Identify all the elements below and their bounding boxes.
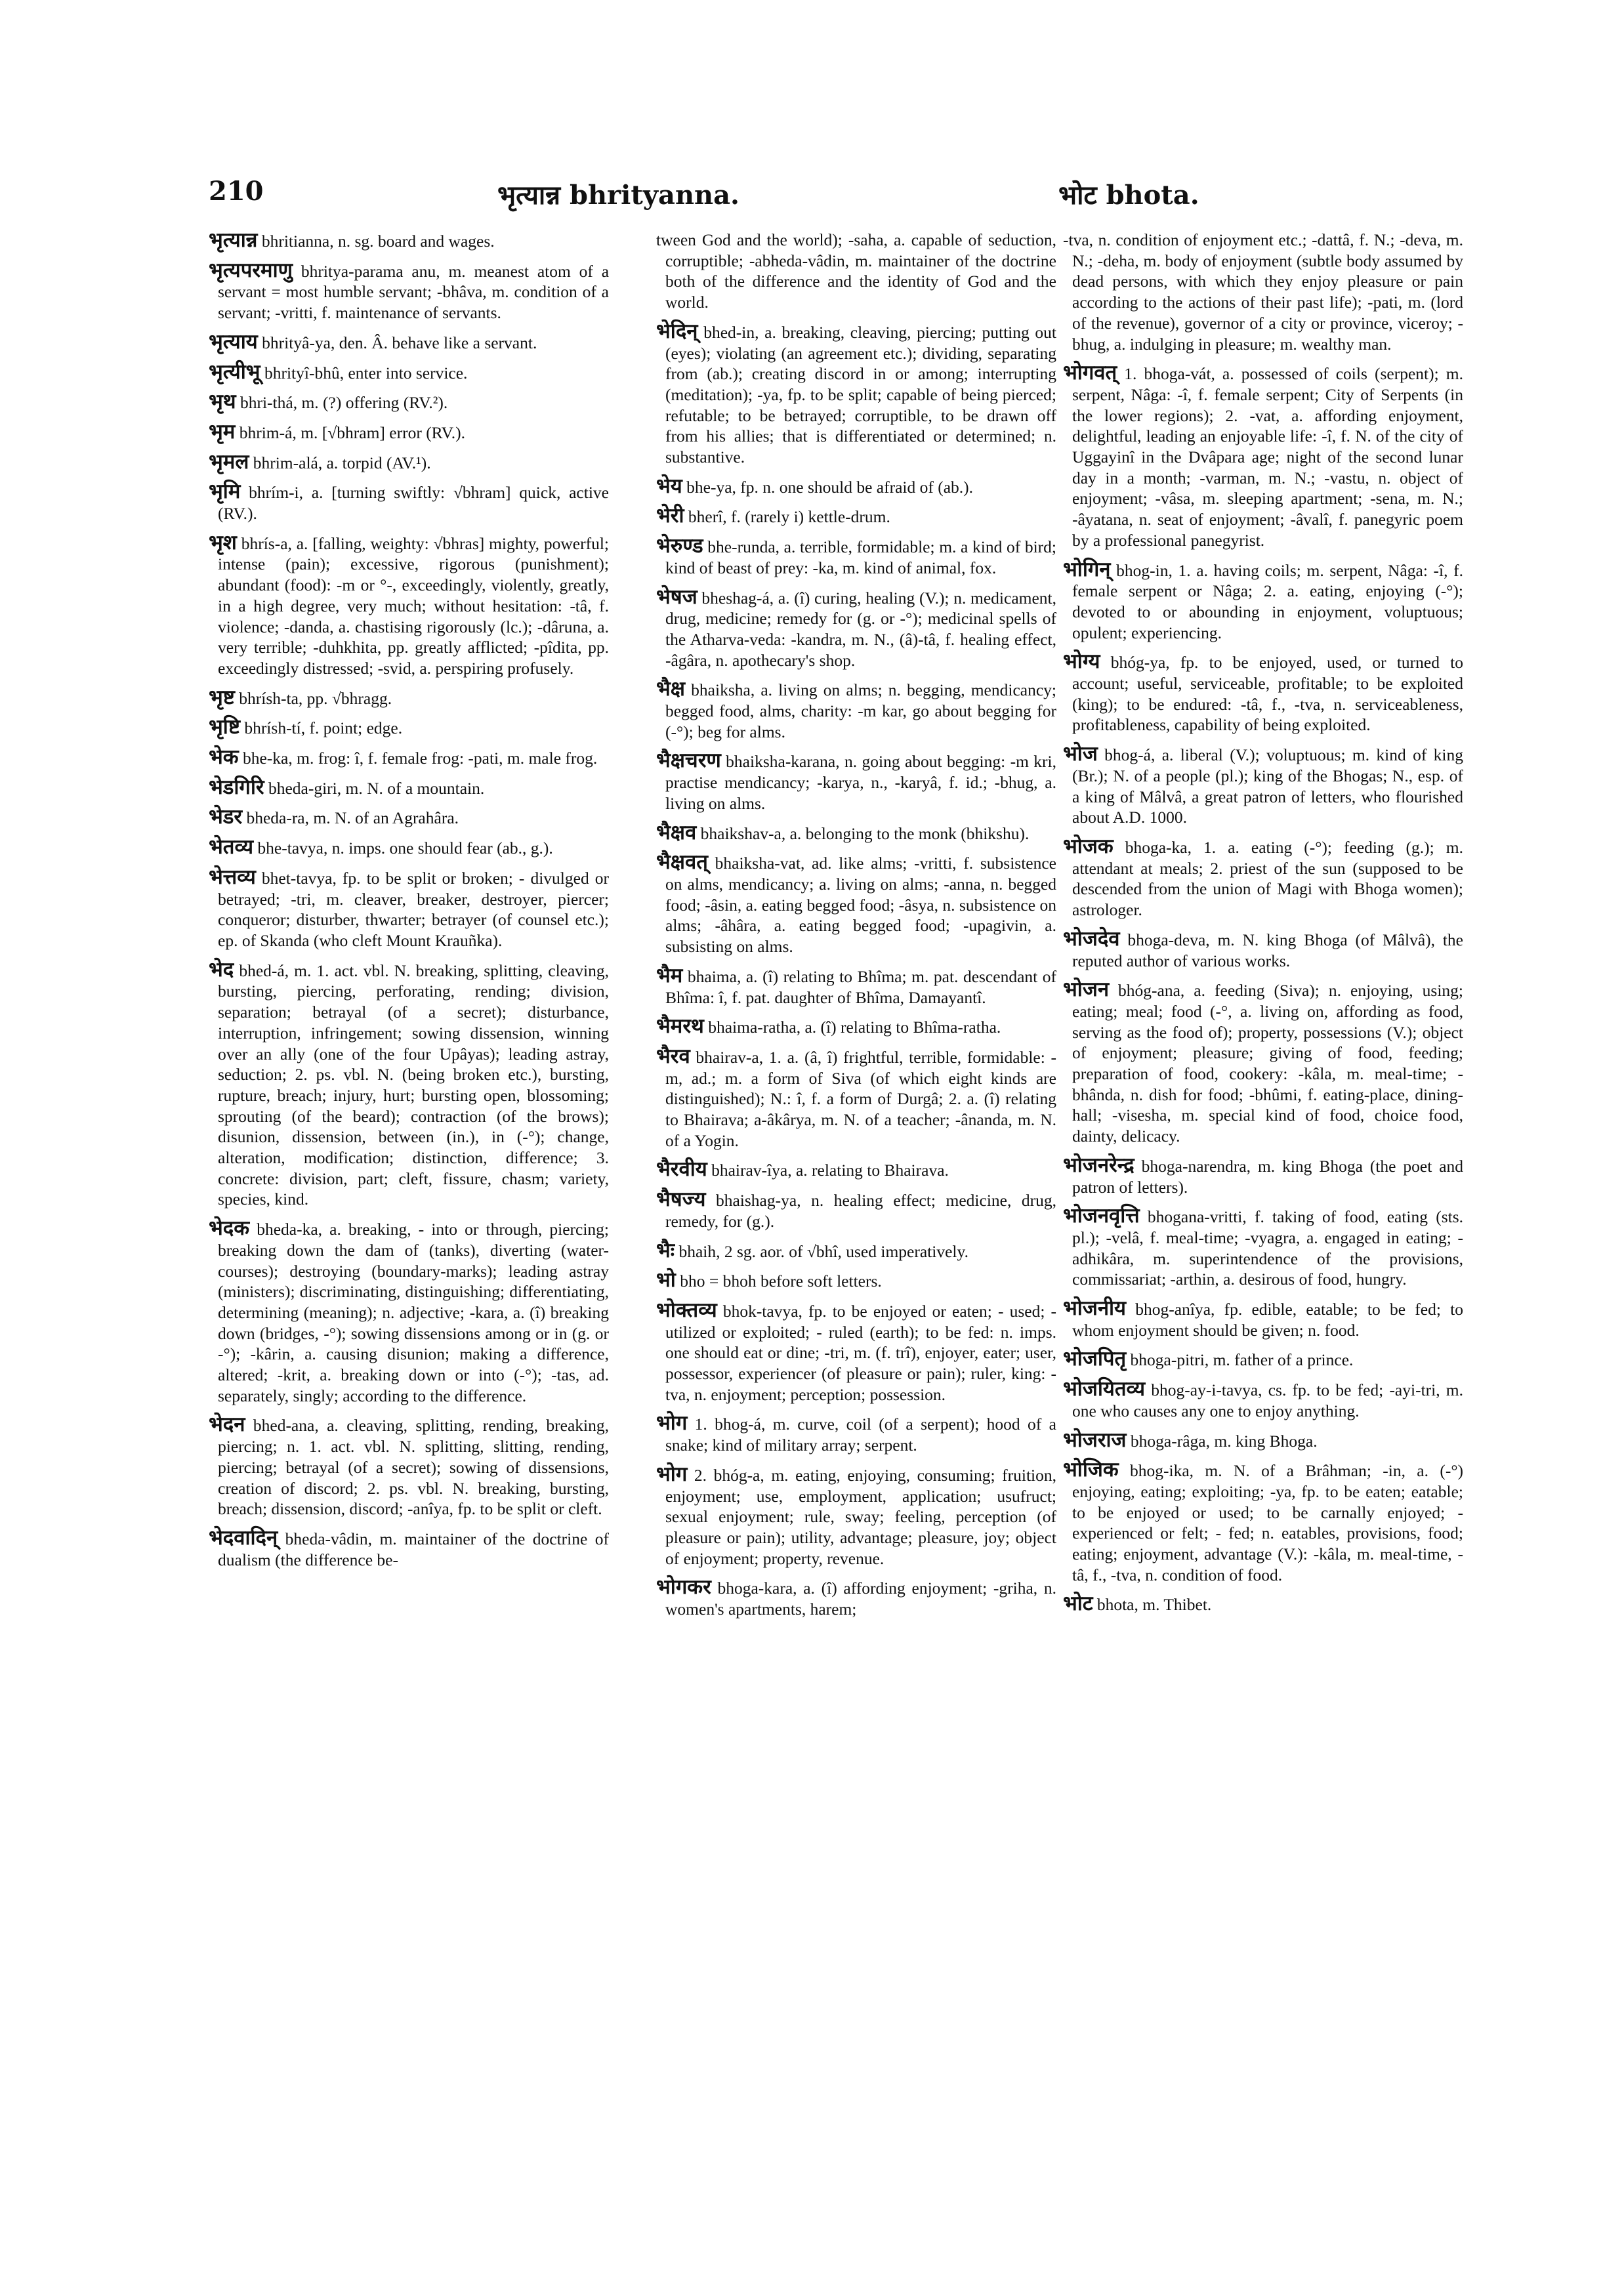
headword: भैक्षवत् [656,850,708,874]
definition: bhaima, a. (î) relating to Bhîma; m. pat. descendant of Bhîma: î, f. pat. daughter of Bhîma, Damayantî. [665,966,1056,1007]
headword: भोजपितृ [1063,1347,1127,1371]
dictionary-entry [1063,836,1463,920]
dictionary-entry [656,822,1056,844]
definition: bheda-vâdin, m. maintainer of the doctrine of dualism (the difference be- [218,1529,609,1569]
dictionary-entry [209,837,609,859]
dictionary-entry [656,1046,1056,1151]
headword: भेक [209,745,239,769]
definition: bhed-á, m. 1. act. vbl. N. breaking, splitting, cleaving, bursting, piercing, perforating, rending; division, separation; betrayal (of a secret); disturbance, interruption, infringement; sowing dissension, winning over an ally (one of the four Upâyas); leading astray, seduction; 2. ps. vbl. N. (being broken etc.), bursting, rupture, breach; injury, hurt; bursting open, blossoming; sprouting (of the beard); contraction (of the brows); disunion, dissension, between (in.), in (-°); change, alteration, modification; distinction, difference; 3. concrete: division, part; cleft, fissure, chasm; variety, species, kind. [218,961,609,1209]
dictionary-entry [656,1577,1056,1619]
definition: bhaiksha, a. living on alms; n. begging, mendicancy; begged food, alms, charity: -m kar, go about begging for (-°); beg for alms. [665,680,1056,741]
definition: bhota, m. Thibet. [1096,1595,1212,1615]
headword: भेदिन् [656,319,698,342]
dictionary-entry [209,230,609,252]
definition: bhóg-ana, a. feeding (Siva); n. enjoying, using; eating; meal; food (-°, a. living on, affording as food, serving as the food of); property, possessions (V.); object of enjoyment; pleasure; giving of food, feeding; preparation of food, cookery: -kâla, m. meal-time; -bhânda, n. dish for food; -bhûmi, f. eating-place, dining-hall; -visesha, m. special kind of food, choice food, dainty, delicacy. [1072,981,1463,1146]
dictionary-entry [1063,362,1463,550]
headword: भोजदेव [1063,926,1120,950]
dictionary-entry [209,959,609,1210]
dictionary-entry [656,535,1056,578]
dictionary-entry [1063,1155,1463,1197]
headword: भोग्य [1063,650,1100,673]
dictionary-entry [656,476,1056,498]
definition: bhrís-a, a. [falling, weighty: √bhras] mighty, powerful; intense (pain); excessive, rigorous (punishment); abundant (food): -m or °-, exceedingly, violently, greatly, in a high degree, very much; without hesitation: -tâ, f. violence; -danda, a. chastising rigorously (lc.); -dâruna, a. very terrible; -duhkhita, pp. greatly afflicted; -pîdita, pp. exceedingly distressed; -svid, a. perspiring profusely. [218,533,609,678]
definition: bhaiksha-vat, ad. like alms; -vritti, f. subsistence on alms, mendicancy; a. living on alms; -anna, n. begged food; -âsin, a. eating begged food; -âsya, n. subsistence on alms; -âhâra, a. eating begged food; -upagivin, a. subsisting on alms. [665,854,1056,957]
definition: bho = bhoh before soft letters. [680,1272,882,1291]
dictionary-entry [656,852,1056,957]
headword: भृष्टि [209,715,240,739]
definition: bhet-tavya, fp. to be split or broken; - divulged or betrayed; -tri, m. cleaver, breaker, destroyer, piercer; conqueror; disturber, thwarter; betrayer (of counsel etc.); ep. of Skanda (who cleft Mount Krauñka). [218,868,609,950]
left-guide-word: भृत्यान्न bhrityanna. [497,180,739,211]
definition: bhrísh-tí, f. point; edge. [244,718,403,738]
definition: bhoga-deva, m. N. king Bhoga (of Mâlvâ), the reputed author of various works. [1072,930,1463,970]
definition: -tva, n. condition of enjoyment etc.; -dattâ, f. N.; -deva, m. N.; -deha, m. body of enjoyment (subtle body assumed by dead persons, with which they enjoy pleasure or pain according to the actions of their past life); -pati, m. (lord of the revenue), governor of a city or province, viceroy; -bhug, a. indulging in pleasure; m. wealthy man. [1063,230,1463,354]
dictionary-entry [656,1159,1056,1181]
dictionary-entry [656,965,1056,1008]
headword: भेदन [209,1413,245,1436]
definition: bhrim-á, m. [√bhram] error (RV.). [239,423,466,442]
definition: bherî, f. (rarely i) kettle-drum. [688,507,890,527]
headword: भृष्ट [209,685,235,709]
headword: भेडगिरि [209,775,264,798]
definition: bheda-ra, m. N. of an Agrahâra. [246,808,459,828]
definition: bheda-giri, m. N. of a mountain. [268,778,485,798]
dictionary-entry [209,747,609,769]
dictionary-entry [209,716,609,739]
dictionary-entry [209,806,609,829]
dictionary-entry [1063,1298,1463,1340]
definition: bhoga-narendra, m. king Bhoga (the poet and patron of letters). [1072,1156,1463,1197]
dictionary-entry [1063,1459,1463,1585]
definition: bhaikshav-a, a. belonging to the monk (bhikshu). [700,823,1030,843]
dictionary-entry [1063,928,1463,971]
headword: भृश [209,530,237,554]
definition: 1. bhoga-vát, a. possessed of coils (serpent); m. serpent, Nâga: -î, f. female serpent; City of Serpents (in the lower regions); 2. -vat, a. affording enjoyment, delightful, leading an enjoyable life: -î, f. N. of the city of Uggayinî in the Dvâpara age; night of the second lunar day in a month; -varman, m. N.; -vastu, n. object of enjoyment; -vâsa, m. sleeping apartment; -sena, m. N.; -âyatana, n. seat of enjoyment; -âvalî, f. panegyric poem by a professional panegyrist. [1072,364,1463,550]
headword: भेदवादिन् [209,1525,278,1549]
headword: भोग [656,1411,688,1435]
definition: bhritya-parama anu, m. meanest atom of a servant = most humble servant; -bhâva, m. condition of a servant; -vritti, f. maintenance of servants. [218,261,609,323]
dictionary-entry [209,481,609,524]
definition: bhog-ika, m. N. of a Brâhman; -in, a. (-°) enjoying, eating; exploiting; -ya, fp. to be eaten; eatable; to be enjoyed or used; to be carnally enjoyed; - experienced or felt; - fed; n. eatables, provisions, food; eating; enjoyment, advantage (V.): -kâla, m. meal-time, -tâ, f., -tva, n. condition of food. [1072,1461,1463,1584]
definition: bhed-in, a. breaking, cleaving, piercing; putting out (eyes); violating (an agreement etc.); dividing, separating from (ab.); creating discord in or among; interrupting (meditation); -ya, fp. to be split; capable of being pierced; refutable; to be betrayed; corruptible, to be drawn off from his allies; that is differentiated or determined; n. substantive. [665,322,1056,467]
headword: भोट [1063,1592,1093,1615]
dictionary-entry [1063,743,1463,828]
dictionary-entry [656,1464,1056,1569]
definition: bhri-thá, m. (?) offering (RV.²). [239,393,448,413]
definition: bhog-ay-i-tavya, cs. fp. to be fed; -ayi-tri, m. one who causes any one to enjoy anything. [1072,1380,1463,1420]
definition: bhrityî-bhû, enter into service. [264,363,468,382]
dictionary-entry [656,230,1056,313]
definition: bhe-tavya, n. imps. one should fear (ab., g.). [257,838,553,858]
definition: bhe-runda, a. terrible, formidable; m. a kind of bird; kind of beast of prey: -ka, m. kind of animal, fox. [665,537,1056,577]
dictionary-entry [656,587,1056,671]
dictionary-entry [656,505,1056,527]
definition: bhe-ya, fp. n. one should be afraid of (ab.). [686,477,974,497]
headword: भेद [209,957,234,981]
dictionary-entry [656,1413,1056,1455]
headword: भृमि [209,480,241,503]
definition: bhaih, 2 sg. aor. of √bhî, used imperatively. [678,1241,968,1261]
headword: भृत्यान्न [209,230,258,251]
headword: भैमरथ [656,1014,704,1038]
headword: भेत्तव्य [209,865,256,888]
definition: bhaiksha-karana, n. going about begging: -m kri, practise mendicancy; -karya, n., -karyâ, f. id.; -bhug, a. living on alms. [665,752,1056,813]
headword: भोजराज [1063,1428,1127,1451]
dictionary-entry [656,678,1056,742]
headword: भैरव [656,1044,690,1067]
headword: भोजनीय [1063,1296,1127,1320]
definition: bhoga-râga, m. king Bhoga. [1130,1431,1318,1451]
definition: bhaishag-ya, n. healing effect; medicine, drug, remedy, for (g.). [665,1191,1056,1231]
headword: भैषज्य [656,1188,706,1211]
dictionary-entry [209,532,609,679]
column-2 [656,230,1056,2250]
definition: bhairav-a, 1. a. (â, î) frightful, terrible, formidable: -m, ad.; m. a form of Siva (of which eight kinds are distinguished); N.: î, f. a form of Durgâ; 2. a. (î) relating to Bhairava; a-âkârya, m. N. of a teacher; -ânanda, m. N. of a Yogin. [665,1047,1056,1150]
column-1 [209,230,609,2250]
definition: bhok-tavya, fp. to be enjoyed or eaten; - used; - utilized or exploited; - ruled (earth); to be fed: n. imps. one should eat or dine; -tri, m. (f. trî), enjoyer, eater; user, possessor, experiencer (of pleasure or pain); ruler, king: -tva, n. enjoyment; perception; possession. [665,1301,1056,1404]
dictionary-entry [656,750,1056,814]
headword: भृत्यीभू [209,360,260,383]
definition: bhrísh-ta, pp. √bhragg. [239,688,392,708]
dictionary-entry [656,321,1056,468]
headword: भोक्तव्य [656,1298,717,1321]
headword: भृत्यपरमाणु [209,258,293,281]
headword: भेषज [656,585,697,608]
dictionary-entry [1063,559,1463,644]
dictionary-entry [209,867,609,951]
dictionary-entry [209,451,609,474]
dictionary-entry [1063,1593,1463,1615]
headword: भैक्षचरण [656,749,721,772]
headword: भोजिक [1063,1458,1119,1481]
dictionary-entry [656,1016,1056,1038]
dictionary-entry [209,421,609,444]
dictionary-entry [656,1270,1056,1292]
headword: भृत्याय [209,329,258,353]
dictionary-entry [1063,1205,1463,1290]
definition: bhoga-kara, a. (î) affording enjoyment; -griha, n. women's apartments, harem; [665,1579,1056,1619]
definition: tween God and the world); -saha, a. capable of seduction, corruptible; -abheda-vâdin, m. maintainer of the doctrine both of the difference and the identity of God and the world. [656,230,1056,312]
headword: भेय [656,474,682,497]
dictionary-entry [209,777,609,799]
dictionary-entry [1063,1430,1463,1452]
dictionary-entry [1063,979,1463,1147]
right-guide-word: भोट bhota. [1058,180,1199,211]
headword: भृम [209,419,236,443]
headword: भोजन [1063,978,1110,1001]
definition: bhaima-ratha, a. (î) relating to Bhîma-ratha. [708,1018,1001,1037]
dictionary-entry [656,1300,1056,1405]
definition: bheda-ka, a. breaking, - into or through, piercing; breaking down the dam of (tanks), diverting (water-courses); destroying (boundary-marks); leading astray (ministers); discriminating, distinguishing; differentiating, determining (meaning); n. adjective; -kara, a. (î) breaking down (bridges, -°); sowing dissensions among or in (g. or -°); -kârin, a. causing disunion; making a difference, altered; -krit, a. breaking down or into (-°); -tas, ad. separately, singly; according to the difference. [218,1220,609,1405]
headword: भेतव्य [209,835,254,859]
definition: bhog-anîya, fp. edible, eatable; to be fed; to whom enjoyment should be given; n. food. [1072,1300,1463,1340]
headword: भोगिन् [1063,557,1111,581]
definition: bhóg-ya, fp. to be enjoyed, used, or turned to account; useful, serviceable, profitable; to be exploited (king); to be endured: -tâ, f., -tva, n. serviceableness, profitableness, capability of being exploited. [1072,653,1463,735]
dictionary-entry [1063,1378,1463,1421]
dictionary-entry [209,260,609,323]
definition: 2. bhóg-a, m. eating, enjoying, consuming; fruition, enjoyment; use, employment, application; usufruct; sexual enjoyment; rule, sway; feeling, perception (of pleasure or pain); utility, advantage; pleasure, joy; object of enjoyment; property, revenue. [665,1465,1056,1568]
headword: भेदक [209,1216,250,1240]
headword: भेरुण्ड [656,534,703,558]
headword: भैक्ष [656,677,686,701]
headword: भृमल [209,449,249,473]
page-number: 210 [209,176,264,207]
definition: bhrim-alá, a. torpid (AV.¹). [253,453,431,472]
definition: bhogana-vritti, f. taking of food, eating (sts. pl.); -velâ, f. meal-time; -vyagra, a. engaged in eating; -adhikâra, m. superintendence of the provisions, commissariat; -arthin, a. desirous of food, hungry. [1072,1207,1463,1289]
headword: भैरवीय [656,1157,707,1181]
definition: bhritianna, n. sg. board and wages. [261,232,495,251]
headword: भोजनवृत्ति [1063,1204,1140,1228]
dictionary-entry [1063,651,1463,735]
headword: भेडर [209,805,243,829]
definition: bhe-ka, m. frog: î, f. female frog: -pati, m. male frog. [242,749,598,768]
definition: bhoga-ka, 1. a. eating (-°); feeding (g.); m. attendant at meals; 2. priest of the sun (supposed to be descended from the union of Magi with Bhoga women); astrologer. [1072,837,1463,920]
headword: भेरी [656,504,684,527]
dictionary-entry [1063,1348,1463,1371]
headword: भृथ [209,390,236,413]
dictionary-entry [209,331,609,354]
headword: भोगकर [656,1575,711,1599]
dictionary-entry [209,362,609,384]
page-header [209,176,1423,215]
dictionary-entry [209,1414,609,1520]
headword: भो [656,1268,676,1292]
headword: भोग [656,1462,688,1485]
headword: भोजयितव्य [1063,1377,1146,1401]
headword: भोजनरेन्द्र [1063,1153,1135,1176]
dictionary-entry [656,1240,1056,1262]
headword: भैः [656,1238,675,1262]
definition: bhrím-i, a. [turning swiftly: √bhram] quick, active (RV.). [218,483,609,524]
headword: भोजक [1063,834,1114,858]
definition: bheshag-á, a. (î) curing, healing (V.); n. medicament, drug, medicine; remedy for (g. or -°); medicinal spells of the Atharva-veda: -kandra, m. N., (â)-tâ, f. healing effect, -âgâra, n. apothecary's shop. [665,588,1056,670]
headword: भोज [1063,742,1098,766]
definition: bhed-ana, a. cleaving, splitting, rending, breaking, piercing; n. 1. act. vbl. N. splitting, slitting, rending, piercing; betrayal (of a secret); sowing of dissensions, creation of discord; 2. ps. vbl. N. breaking, bursting, breach; dissension, discord; -anîya, fp. to be split or cleft. [218,1416,609,1519]
dictionary-entry [209,1527,609,1570]
definition: bhrityâ-ya, den. Â. behave like a servant. [262,333,537,352]
definition: 1. bhog-á, m. curve, coil (of a serpent); hood of a snake; kind of military array; serpent. [665,1415,1056,1455]
definition: bhog-in, 1. a. having coils; m. serpent, Nâga: -î, f. female serpent or Nâga; 2. a. eating, enjoying (-°); devoted to or abounding in enjoyment, voluptuous; opulent; experiencing. [1072,560,1463,642]
headword: भोगवत् [1063,361,1117,384]
dictionary-entry [656,1189,1056,1231]
dictionary-entry [209,687,609,709]
headword: भैक्षव [656,820,697,844]
dictionary-entry [209,1218,609,1406]
dictionary-entry [1063,230,1463,354]
definition: bhairav-îya, a. relating to Bhairava. [711,1161,949,1180]
dictionary-entry [209,391,609,413]
definition: bhog-á, a. liberal (V.); voluptuous; m. kind of king (Br.); N. of a people (pl.); king of the Bhogas; N., esp. of a king of Mâlvâ, a great patron of letters, who flourished about A.D. 1000. [1072,745,1463,827]
definition: bhoga-pitri, m. father of a prince. [1130,1350,1354,1370]
column-3 [1063,230,1463,2250]
headword: भैम [656,963,683,987]
